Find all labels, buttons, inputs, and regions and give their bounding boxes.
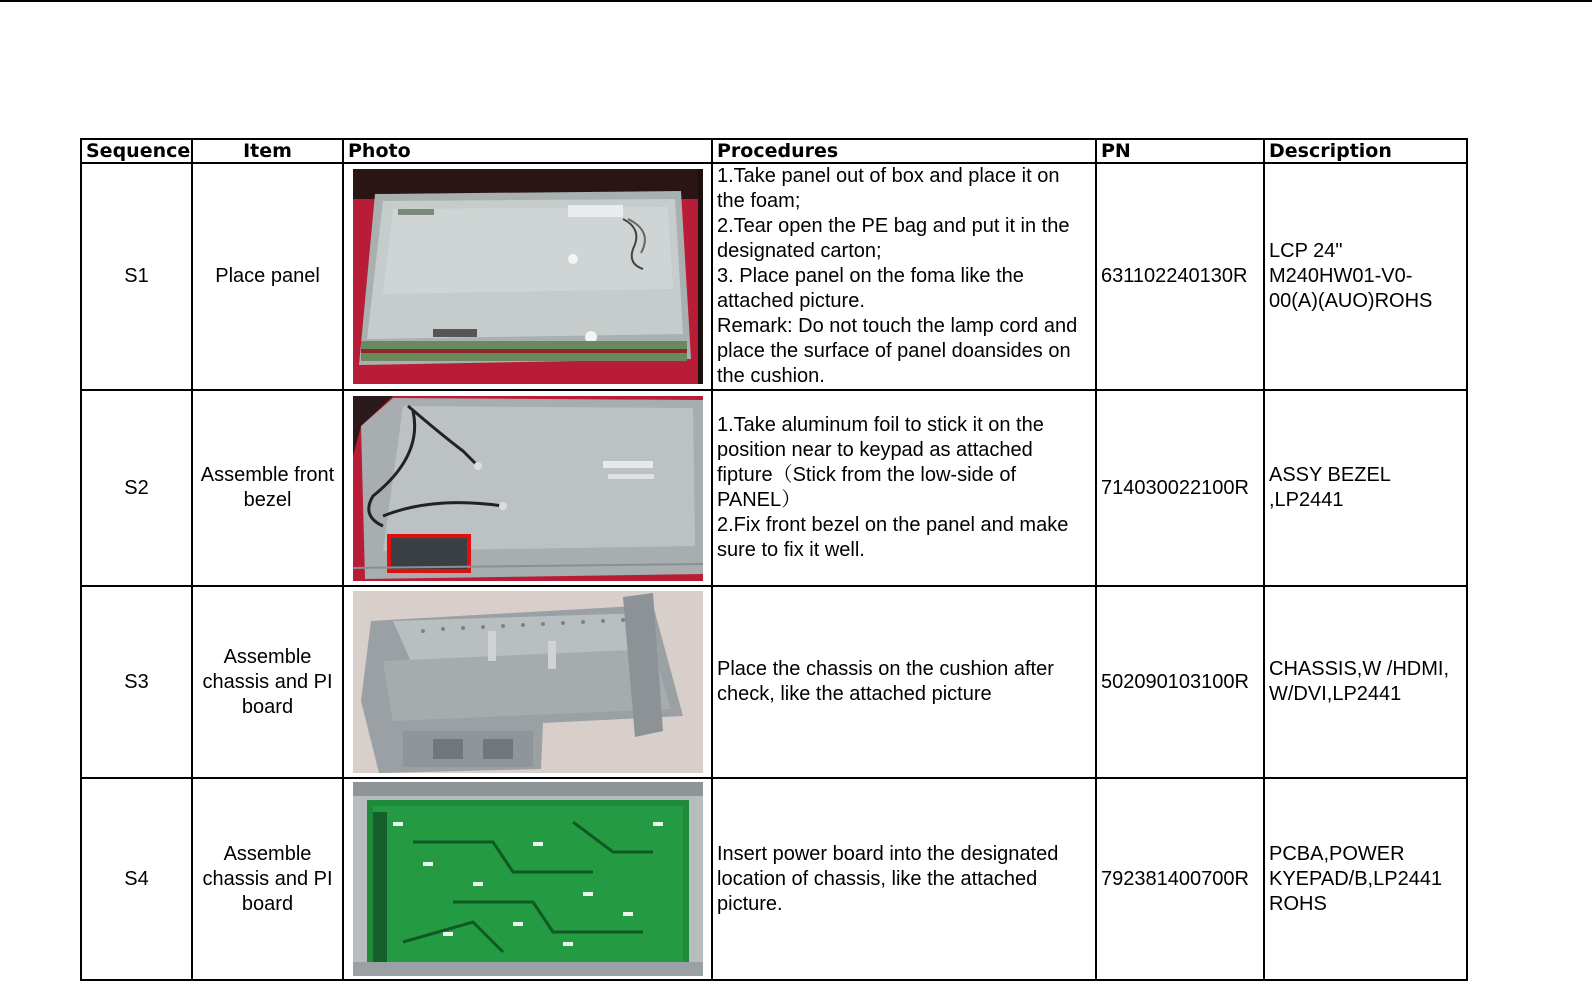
sequence-cell: S3 — [81, 586, 192, 778]
item-cell: Assemble chassis and PI board — [192, 778, 343, 980]
panel-back-photo — [353, 396, 703, 581]
procedures-cell: 1.Take panel out of box and place it on the foam; 2.Tear open the PE bag and put it in the designated carton; 3. Place panel on the foma like the attached picture. Remark: Do not touch the lamp cord and place the surface of panel doansides on the cushion. — [712, 163, 1096, 390]
pn-cell: 631102240130R — [1096, 163, 1264, 390]
pn-cell: 714030022100R — [1096, 390, 1264, 586]
top-rule — [0, 0, 1592, 2]
procedures-cell: 1.Take aluminum foil to stick it on the position near to keypad as attached fipture（Stick from the low-side of PANEL） 2.Fix front bezel on the panel and make sure to fix it well. — [712, 390, 1096, 586]
power-board-photo — [353, 782, 703, 976]
photo-cell — [343, 586, 712, 778]
header-description: Description — [1264, 139, 1467, 163]
lcd-panel-photo — [353, 169, 703, 384]
sequence-cell: S2 — [81, 390, 192, 586]
sequence-cell: S4 — [81, 778, 192, 980]
header-procedures: Procedures — [712, 139, 1096, 163]
description-cell: PCBA,POWER KYEPAD/B,LP2441 ROHS — [1264, 778, 1467, 980]
photo-cell — [343, 778, 712, 980]
pn-cell: 502090103100R — [1096, 586, 1264, 778]
table-row — [81, 390, 1467, 586]
description-cell: CHASSIS,W /HDMI, W/DVI,LP2441 — [1264, 586, 1467, 778]
header-pn: PN — [1096, 139, 1264, 163]
item-cell: Assemble front bezel — [192, 390, 343, 586]
item-cell: Place panel — [192, 163, 343, 390]
pn-cell: 792381400700R — [1096, 778, 1264, 980]
table-row — [81, 163, 1467, 390]
photo-cell — [343, 163, 712, 390]
photo-cell — [343, 390, 712, 586]
header-row — [81, 139, 1467, 163]
sequence-cell: S1 — [81, 163, 192, 390]
procedures-cell: Insert power board into the designated location of chassis, like the attached picture. — [712, 778, 1096, 980]
header-sequence: Sequence — [81, 139, 192, 163]
header-photo: Photo — [343, 139, 712, 163]
table-row — [81, 778, 1467, 980]
chassis-photo — [353, 591, 703, 773]
table-row — [81, 586, 1467, 778]
description-cell: ASSY BEZEL ,LP2441 — [1264, 390, 1467, 586]
assembly-procedure-table — [80, 138, 1468, 981]
description-cell: LCP 24" M240HW01-V0- 00(A)(AUO)ROHS — [1264, 163, 1467, 390]
header-item: Item — [192, 139, 343, 163]
item-cell: Assemble chassis and PI board — [192, 586, 343, 778]
procedures-cell: Place the chassis on the cushion after check, like the attached picture — [712, 586, 1096, 778]
